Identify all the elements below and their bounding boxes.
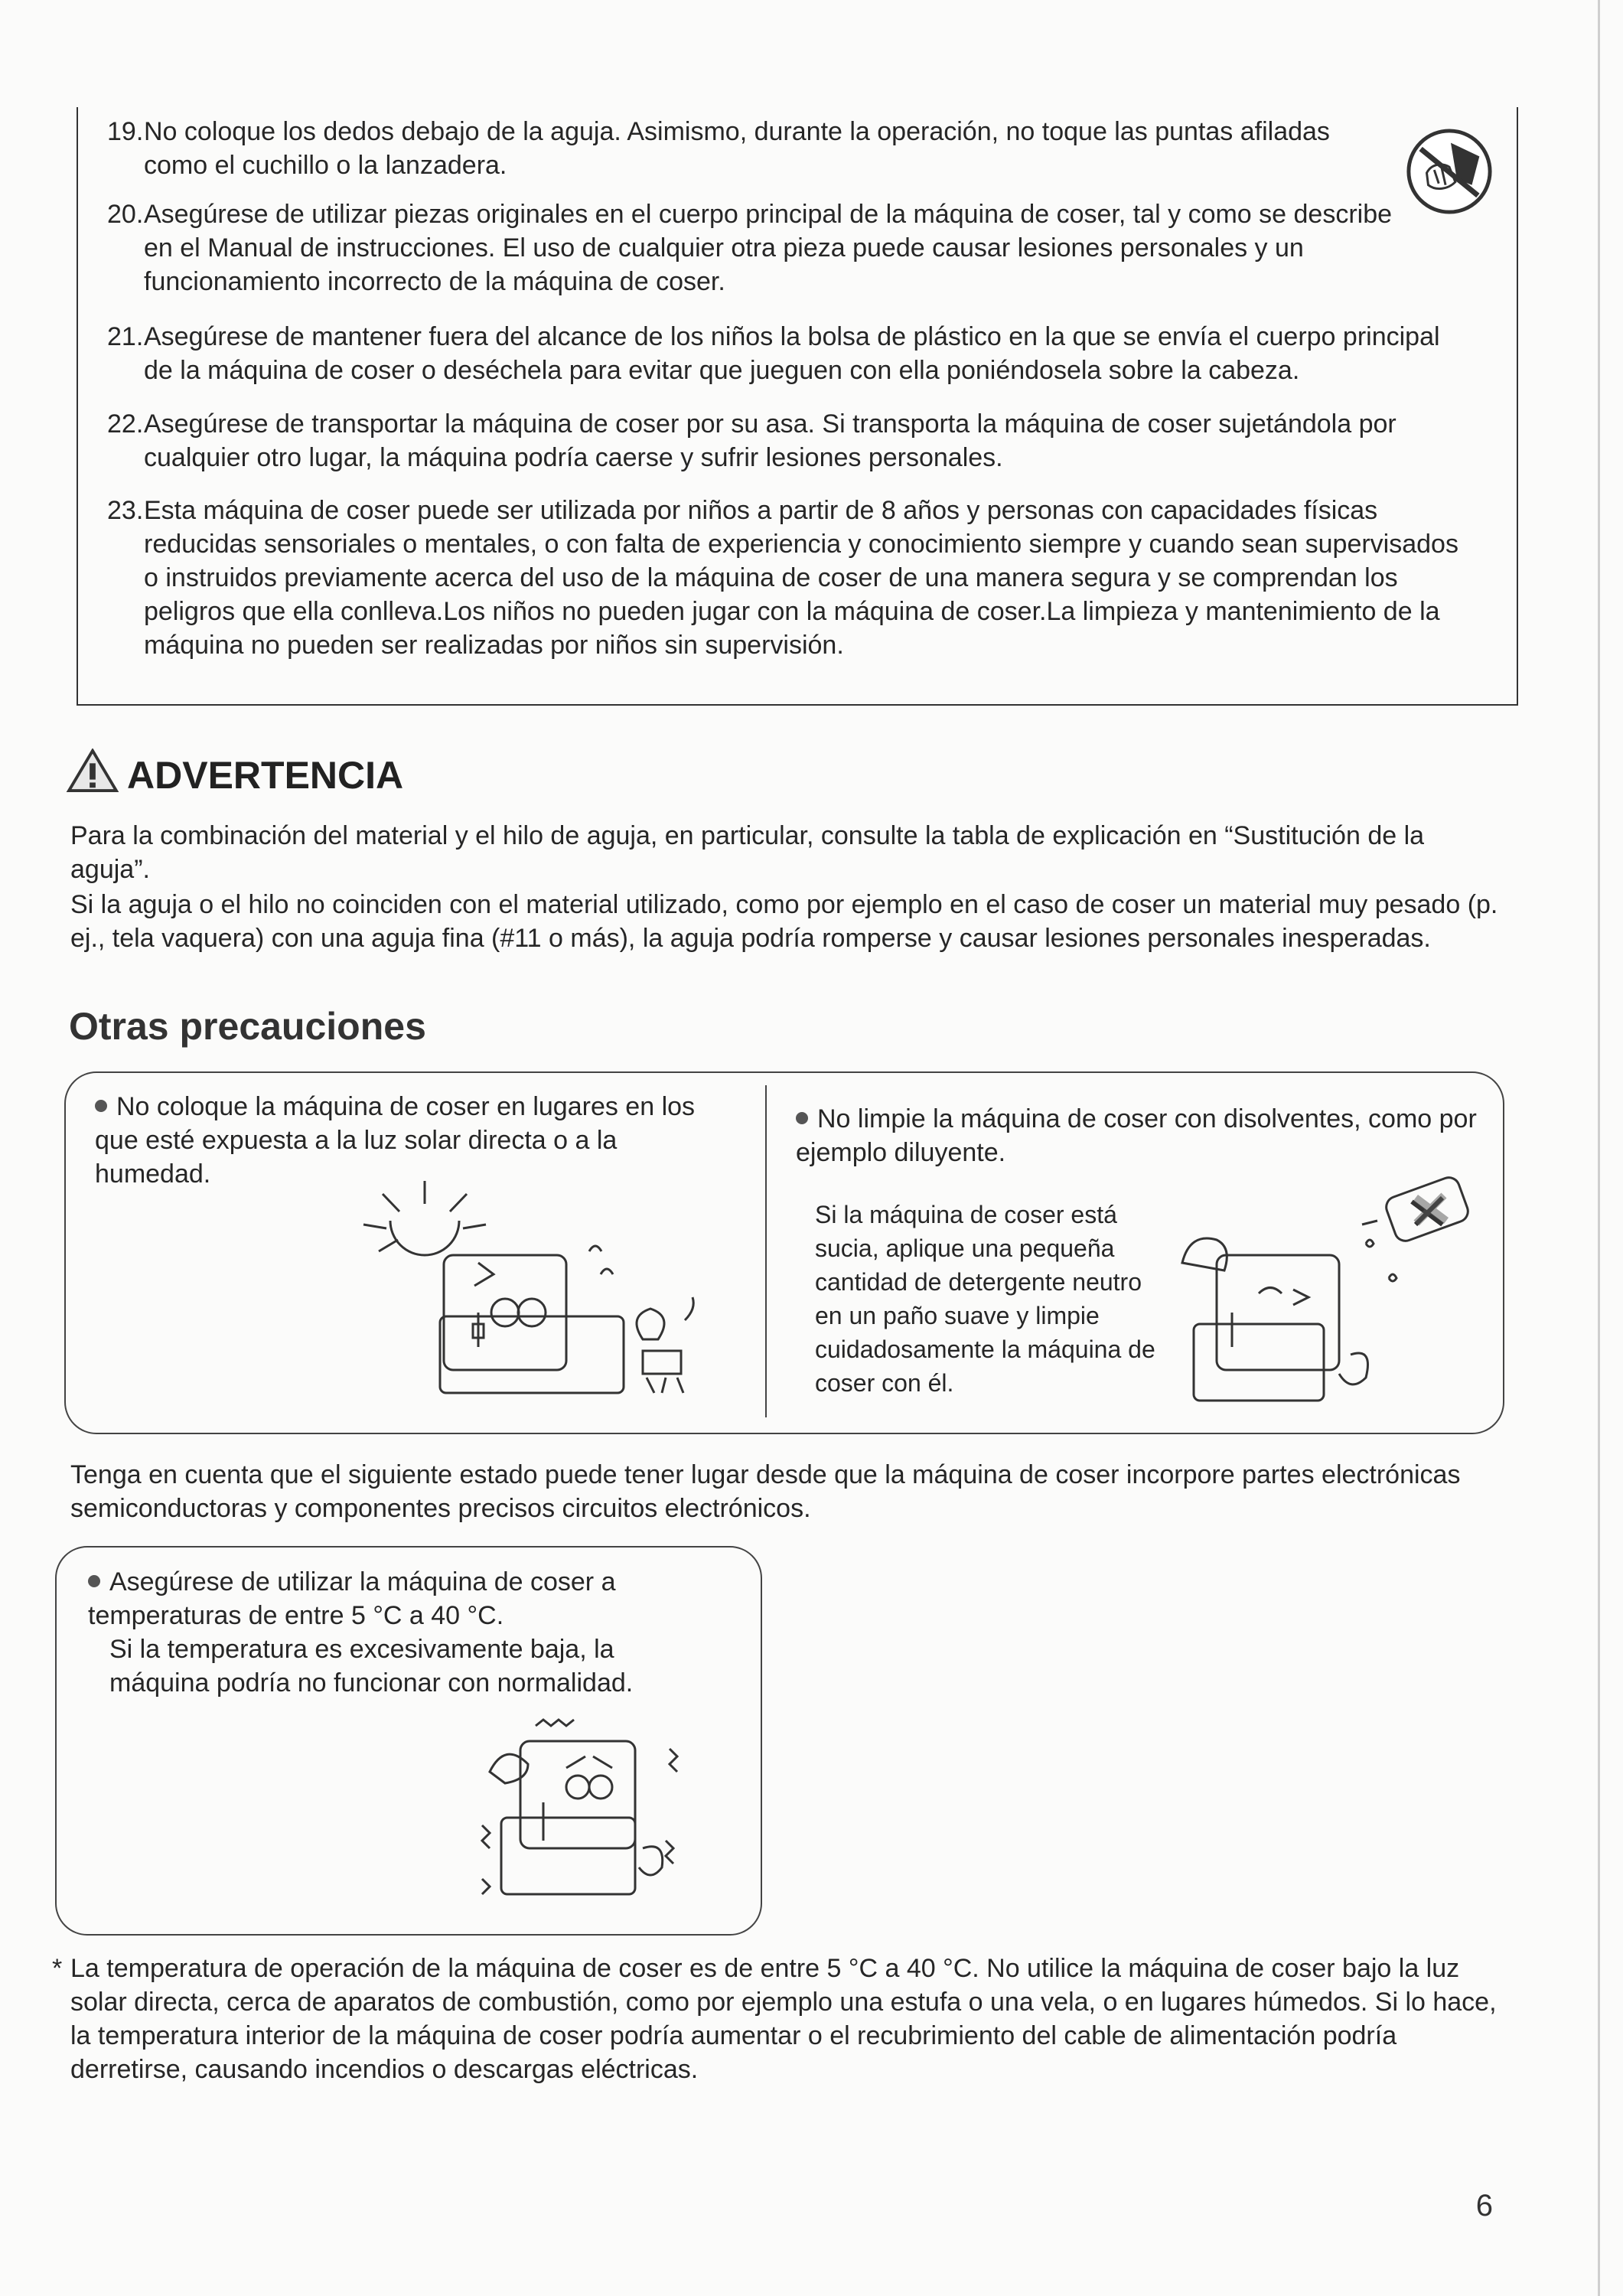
- safety-item-23: [107, 494, 1469, 662]
- solvent-warning: [796, 1102, 1484, 1169]
- safety-item-20: [107, 197, 1408, 298]
- warning-paragraph-2: Si la aguja o el hilo no coinciden con el material utilizado, como por ejemplo en el caso de coser un material muy pesado (p. ej., tela vaquera) con una aguja fina (#11 o más), la aguja podría romperse y causar lesiones personales inesperadas.: [70, 890, 1498, 953]
- cleaning-illustration: [1159, 1171, 1481, 1416]
- temperature-text: Asegúrese de utilizar la máquina de coser a temperaturas de entre 5 °C a 40 °C.: [88, 1567, 616, 1630]
- column-divider: [765, 1085, 767, 1417]
- item-number: 21.: [107, 322, 144, 351]
- cleaning-instructions: Si la máquina de coser está sucia, aplique una pequeña cantidad de detergente neutro en un paño suave y limpie cuidadosamente la máquina de coser con él.: [815, 1201, 1155, 1397]
- footnote-mark: *: [52, 1954, 63, 1983]
- item-number: 22.: [107, 409, 144, 439]
- temperature-warning: [88, 1565, 731, 1632]
- temperature-footnote: La temperatura de operación de la máquina de coser es de entre 5 °C a 40 °C. No utilice la máquina de coser bajo la luz solar directa, cerca de aparatos de combustión, como por ejemplo una estufa o una vela, o en lugares húmedos. Si lo hace, la temperatura interior de la máquina de coser podría aumentar o el recubrimiento del cable de alimentación podría derretirse, causando incendios o descargas eléctricas.: [70, 1954, 1497, 2084]
- safety-item-22: [107, 407, 1469, 475]
- warning-paragraph-1: Para la combinación del material y el hilo de aguja, en particular, consulte la tabla de explicación en “Sustitución de la aguja”.: [70, 821, 1425, 884]
- cold-machine-illustration: [459, 1711, 704, 1917]
- item-number: 23.: [107, 496, 144, 525]
- page-edge: [1598, 0, 1600, 2296]
- item-text: Asegúrese de mantener fuera del alcance de los niños la bolsa de plástico en la que se envía el cuerpo principal de la máquina de coser o deséchela para evitar que jueguen con ella poniéndosela sobre la cabeza.: [144, 322, 1440, 385]
- item-number: 20.: [107, 200, 144, 229]
- safety-item-21: [107, 320, 1469, 387]
- item-text: Asegúrese de transportar la máquina de coser por su asa. Si transporta la máquina de coser sujetándola por cualquier otro lugar, la máquina podría caerse y sufrir lesiones personales.: [144, 409, 1396, 472]
- bullet-icon: [88, 1575, 100, 1587]
- item-text: Esta máquina de coser puede ser utilizada por niños a partir de 8 años y personas con capacidades físicas reducidas sensoriales o mentales, o con falta de experiencia y conocimiento siempre y cuando sean supervisados o instruidos previamente acerca del uso de la máquina de coser de una manera segura y se comprendan los peligros que ella conlleva.Los niños no pueden jugar con la máquina de coser.La limpieza y mantenimiento de la máquina no pueden ser realizadas por niños sin supervisión.: [144, 496, 1458, 660]
- item-number: 19.: [107, 117, 144, 146]
- electronics-note: Tenga en cuenta que el siguiente estado puede tener lugar desde que la máquina de coser incorpore partes electrónicas semiconductoras y componentes precisos circuitos electrónicos.: [70, 1460, 1461, 1523]
- sun-humidity-text: No coloque la máquina de coser en lugares en los que esté expuesta a la luz solar directa o a la humedad.: [95, 1092, 696, 1189]
- item-text: No coloque los dedos debajo de la aguja. Asimismo, durante la operación, no toque las puntas afiladas como el cuchillo o la lanzadera.: [144, 117, 1330, 180]
- item-text: Asegúrese de utilizar piezas originales en el cuerpo principal de la máquina de coser, tal y como se describe en el Manual de instrucciones. El uso de cualquier otra pieza puede causar lesiones personales y un funcionamiento incorrecto de la máquina de coser.: [144, 200, 1393, 296]
- warning-title: ADVERTENCIA: [127, 754, 404, 797]
- page-number: 6: [1475, 2189, 1493, 2223]
- solvent-text: No limpie la máquina de coser con disolventes, como por ejemplo diluyente.: [796, 1104, 1477, 1167]
- no-touch-warning-icon: [1404, 126, 1494, 217]
- section-title: Otras precauciones: [69, 1005, 426, 1048]
- warning-heading: [66, 748, 403, 797]
- bullet-icon: [796, 1112, 808, 1124]
- warning-triangle-icon: [66, 748, 119, 793]
- sun-humidity-illustration: [337, 1175, 735, 1408]
- temperature-low-text: Si la temperatura es excesivamente baja, la máquina podría no funcionar con normalidad.: [109, 1635, 634, 1698]
- bullet-icon: [95, 1100, 107, 1112]
- safety-item-19: [107, 115, 1393, 182]
